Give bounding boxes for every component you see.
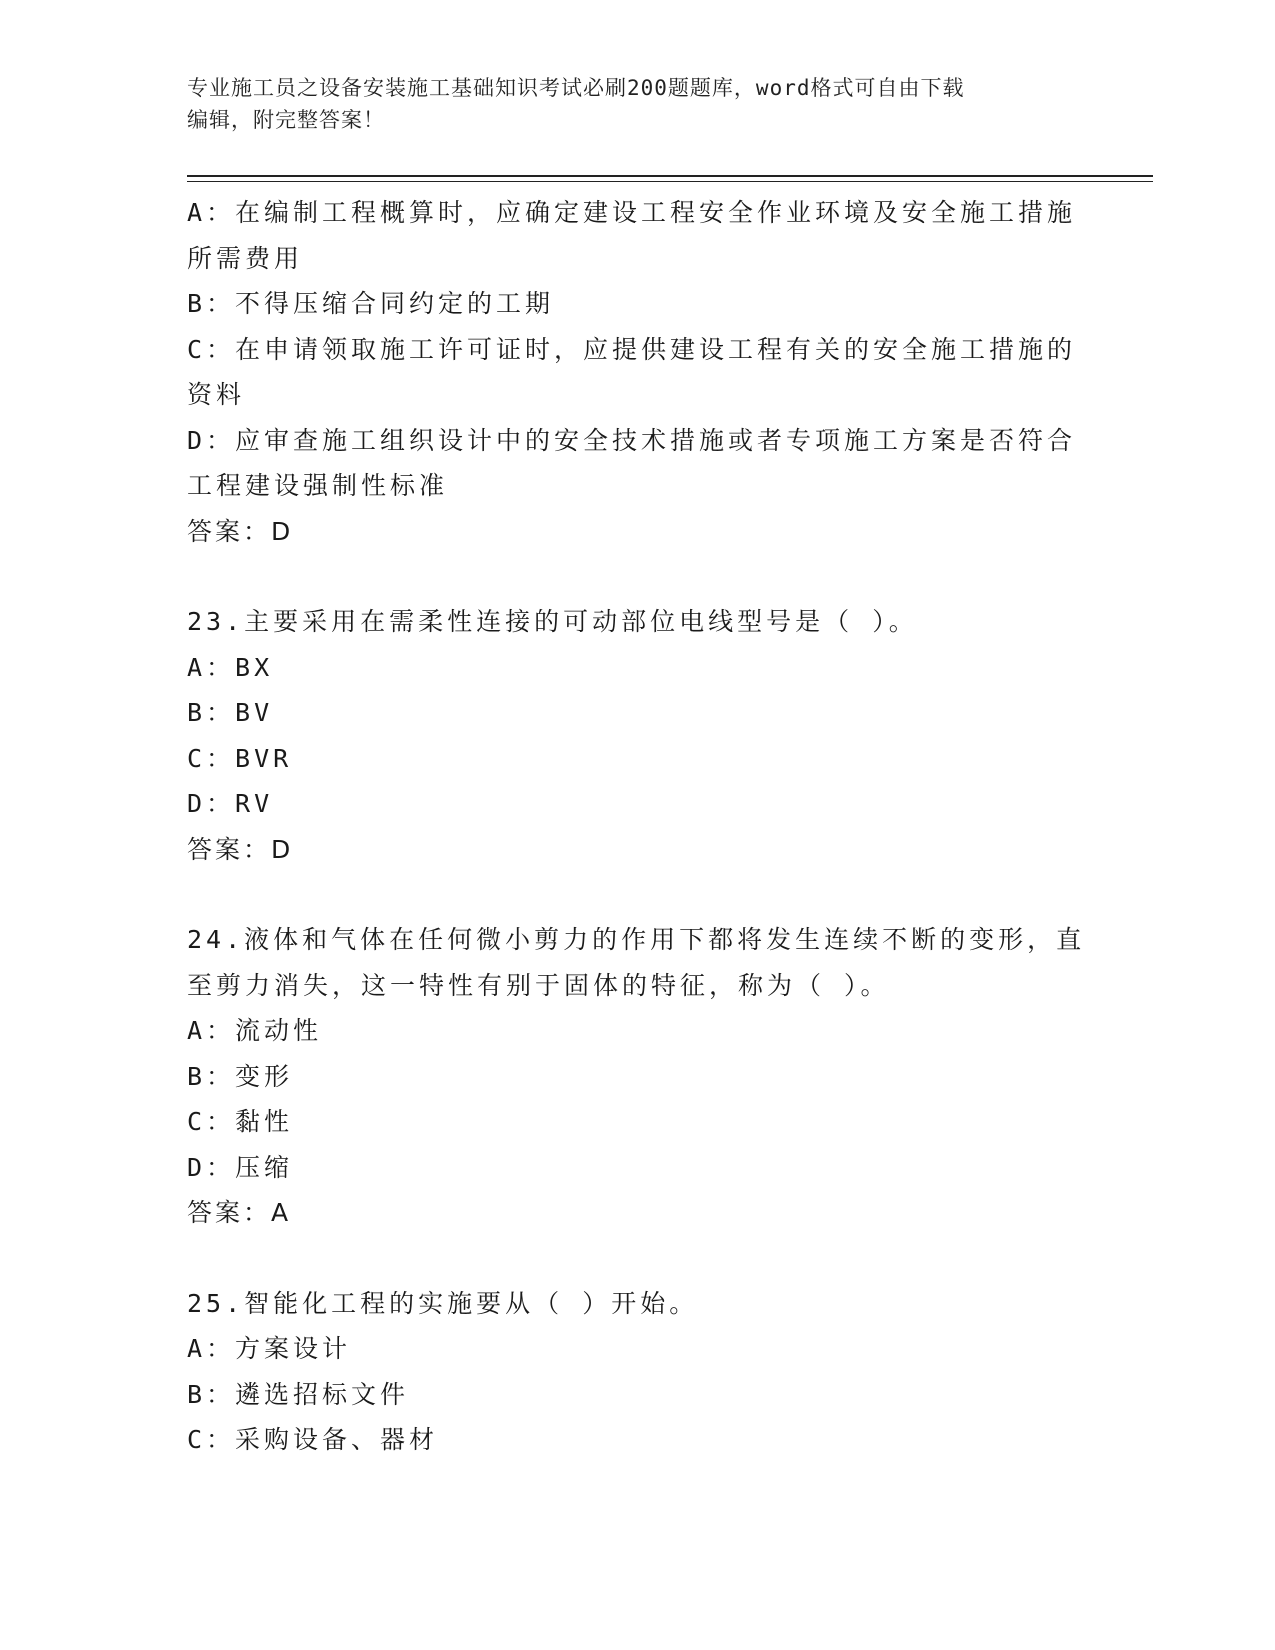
option-a-line-2: 所需费用 xyxy=(187,243,304,273)
option-a: A：流动性 xyxy=(187,1016,323,1045)
header-divider-thick xyxy=(187,175,1153,177)
question-text-line-2: 至剪力消失，这一特性有别于固体的特征，称为（ ）。 xyxy=(187,970,890,1000)
answer: 答案：D xyxy=(187,834,294,864)
header-divider-thin xyxy=(187,181,1153,182)
option-d: D：压缩 xyxy=(187,1152,294,1182)
question-list xyxy=(187,190,1087,1463)
option-d: D：RV xyxy=(187,789,274,818)
question-text: 25.智能化工程的实施要从（ ）开始。 xyxy=(187,1288,699,1318)
option-c: C：BVR xyxy=(187,743,293,773)
option-c-line-2: 资料 xyxy=(187,380,246,409)
option-c: C：采购设备、器材 xyxy=(187,1425,439,1454)
header-title-line-1: 专业施工员之设备安装施工基础知识考试必刷200题题库，word格式可自由下载 xyxy=(187,76,965,100)
document-header xyxy=(187,72,1067,136)
option-a: A：方案设计 xyxy=(187,1334,352,1363)
option-a: A：BX xyxy=(187,652,274,682)
answer: 答案：A xyxy=(187,1198,292,1227)
question-text: 23.主要采用在需柔性连接的可动部位电线型号是（ ）。 xyxy=(187,607,918,636)
option-c: C：黏性 xyxy=(187,1107,294,1136)
option-b: B：变形 xyxy=(187,1061,294,1091)
spacer xyxy=(187,872,1087,917)
option-b: B：不得压缩合同约定的工期 xyxy=(187,289,555,318)
spacer xyxy=(187,1236,1087,1281)
question-text-line-1: 24.液体和气体在任何微小剪力的作用下都将发生连续不断的变形，直 xyxy=(187,925,1086,954)
question-25 xyxy=(187,1281,1087,1463)
spacer xyxy=(187,554,1087,599)
header-title-line-2: 编辑，附完整答案！ xyxy=(187,108,385,132)
option-b: B：BV xyxy=(187,698,274,727)
question-23 xyxy=(187,599,1087,872)
option-d-line-1: D：应审查施工组织设计中的安全技术措施或者专项施工方案是否符合 xyxy=(187,425,1077,455)
option-d-line-2: 工程建设强制性标准 xyxy=(187,471,449,500)
option-a-line-1: A：在编制工程概算时，应确定建设工程安全作业环境及安全施工措施 xyxy=(187,198,1077,227)
answer: 答案：D xyxy=(187,516,294,546)
option-c-line-1: C：在申请领取施工许可证时，应提供建设工程有关的安全施工措施的 xyxy=(187,334,1077,364)
question-22 xyxy=(187,190,1087,554)
question-24 xyxy=(187,917,1087,1236)
option-b: B：遴选招标文件 xyxy=(187,1379,410,1409)
